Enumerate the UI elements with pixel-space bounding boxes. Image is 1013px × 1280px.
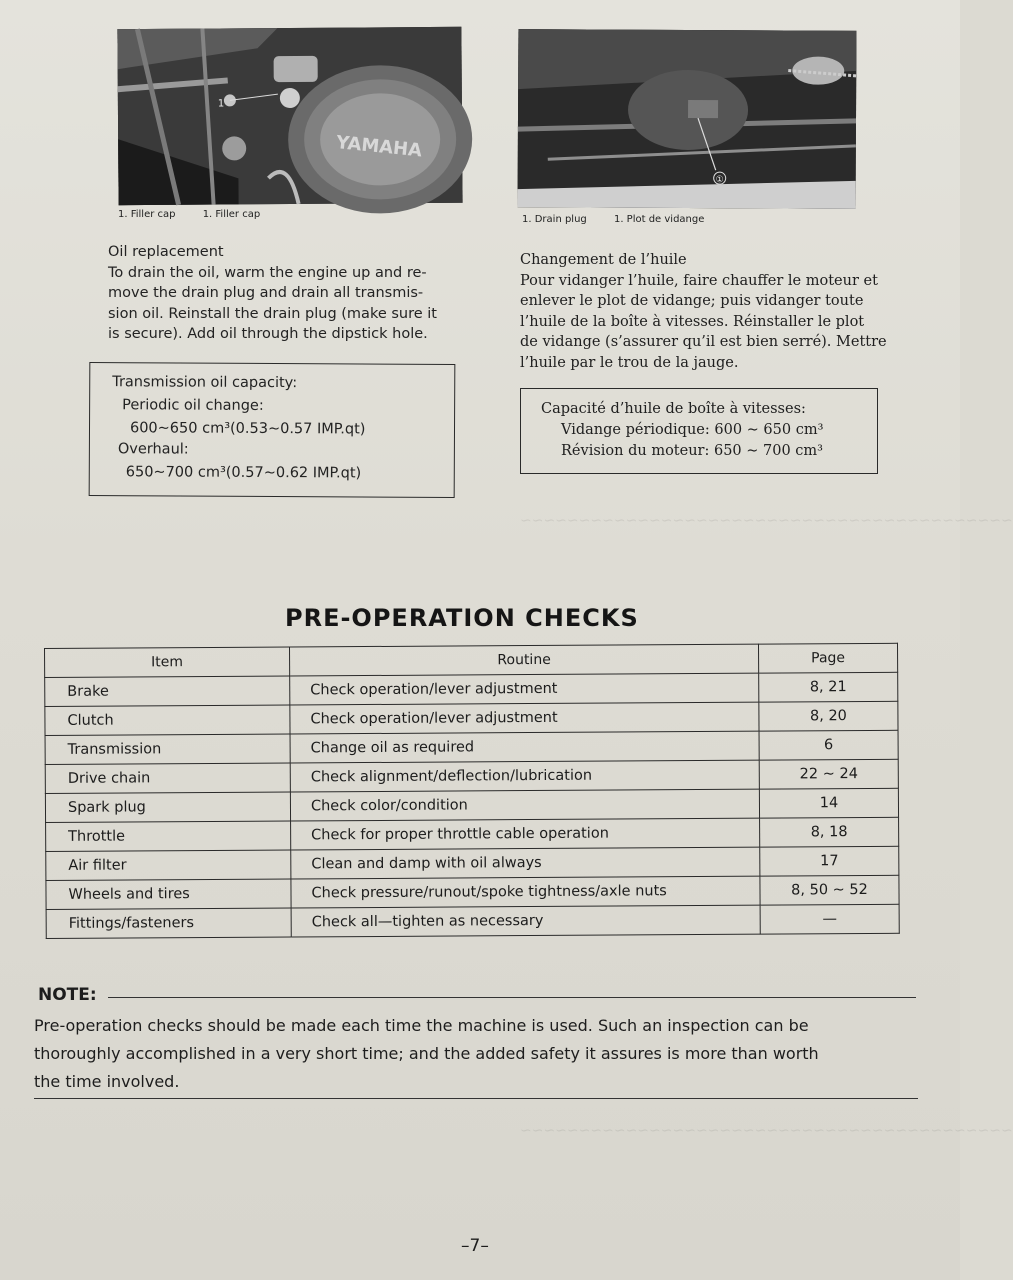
capacity-title: Transmission oil capacity: <box>112 374 298 392</box>
note-rule <box>108 997 916 998</box>
row-routine: Check color/condition <box>290 789 759 821</box>
bleed-through-decoration: ~~~~~~~~~~~~~~~~~~~~~~~~~~~~~~~~~~~~~~~~~~ <box>520 1123 1013 1139</box>
french-heading: Changement de l’huile <box>520 252 687 268</box>
row-item: Wheels and tires <box>46 879 291 909</box>
row-page: 17 <box>760 846 899 876</box>
caption-french: 1. Plot de vidange <box>613 214 705 225</box>
note-line: thoroughly accomplished in a very short time; and the added safety it assures is more than worth <box>34 1044 819 1063</box>
photo-caption-left <box>118 209 284 220</box>
row-page: 14 <box>759 788 898 818</box>
french-capacity-box <box>520 388 878 474</box>
caption-english: 1. Drain plug <box>522 214 587 225</box>
english-oil-replacement <box>108 242 468 345</box>
french-line: l’huile de la boîte à vitesses. Réinstaller le plot <box>520 313 865 330</box>
caption-french: 1. Filler cap <box>202 209 261 220</box>
row-page: — <box>760 904 899 934</box>
note-line: the time involved. <box>34 1072 180 1091</box>
capacity-title: Capacité d’huile de boîte à vitesses: <box>541 401 806 417</box>
engine-photo-illustration <box>518 29 857 209</box>
row-item: Air filter <box>46 850 291 880</box>
row-page: 8, 18 <box>760 817 899 847</box>
pre-operation-checks-table <box>44 643 900 939</box>
header-page: Page <box>758 643 897 673</box>
row-routine: Check all—tighten as necessary <box>291 905 760 937</box>
photo-callout-1: 1 <box>217 98 225 110</box>
french-oil-replacement <box>520 250 890 373</box>
engine-photo-drain-plug <box>518 29 857 209</box>
row-routine: Check operation/lever adjustment <box>290 702 759 734</box>
note-bottom-rule <box>34 1098 918 1099</box>
row-routine: Change oil as required <box>290 731 759 763</box>
table-row <box>46 904 899 938</box>
yamaha-engraving: YAMAHA <box>335 132 423 162</box>
row-page: 8, 50 ∼ 52 <box>760 875 899 905</box>
capacity-overhaul-value: Révision du moteur: 650 ∼ 700 cm³ <box>561 443 823 459</box>
english-capacity-box <box>89 362 456 498</box>
french-line: l’huile par le trou de la jauge. <box>520 354 739 371</box>
row-item: Fittings/fasteners <box>46 908 291 938</box>
row-item: Spark plug <box>45 792 290 822</box>
row-routine: Check for proper throttle cable operation <box>291 818 760 850</box>
english-line: move the drain plug and drain all transmis- <box>108 285 424 301</box>
english-line: To drain the oil, warm the engine up and re- <box>108 264 427 281</box>
header-routine: Routine <box>289 644 758 676</box>
english-heading: Oil replacement <box>108 244 224 260</box>
row-item: Transmission <box>45 734 290 764</box>
capacity-periodic-value: 600∼650 cm³(0.53∼0.57 IMP.qt) <box>129 420 366 438</box>
row-page: 22 ∼ 24 <box>759 759 898 789</box>
engine-photo-illustration <box>117 27 462 205</box>
note-text <box>34 1012 924 1096</box>
row-item: Drive chain <box>45 763 290 793</box>
row-routine: Check alignment/deflection/lubrication <box>290 760 759 792</box>
english-line: is secure). Add oil through the dipstick hole. <box>108 326 428 342</box>
header-item: Item <box>45 647 290 677</box>
french-line: enlever le plot de vidange; puis vidanger toute <box>520 293 864 309</box>
photo-callout-1: ① <box>715 175 724 186</box>
row-page: 8, 21 <box>759 672 898 702</box>
row-item: Throttle <box>46 821 291 851</box>
french-line: Pour vidanger l’huile, faire chauffer le moteur et <box>520 272 878 289</box>
row-routine: Check pressure/runout/spoke tightness/axle nuts <box>291 876 760 908</box>
caption-english: 1. Filler cap <box>118 209 176 220</box>
capacity-overhaul-value: 650∼700 cm³(0.57∼0.62 IMP.qt) <box>125 464 362 482</box>
capacity-periodic-label: Periodic oil change: <box>122 397 264 414</box>
note-label: NOTE: <box>38 985 97 1005</box>
engine-photo-filler-cap <box>117 27 462 205</box>
capacity-periodic-value: Vidange périodique: 600 ∼ 650 cm³ <box>561 422 824 438</box>
photo-caption-right <box>522 214 728 225</box>
page-number: –7– <box>461 1236 489 1256</box>
note-line: Pre-operation checks should be made each time the machine is used. Such an inspection can be <box>34 1016 809 1035</box>
row-routine: Check operation/lever adjustment <box>290 673 759 705</box>
english-line: sion oil. Reinstall the drain plug (make sure it <box>108 305 437 322</box>
capacity-overhaul-label: Overhaul: <box>117 441 189 458</box>
row-item: Brake <box>45 676 290 706</box>
french-line: de vidange (s’assurer qu’il est bien serré). Mettre <box>520 334 887 350</box>
row-page: 6 <box>759 730 898 760</box>
bleed-through-decoration: ~~~~~~~~~~~~~~~~~~~~~~~~~~~~~~~~~~~~~~~~~~ <box>520 513 1013 529</box>
row-page: 8, 20 <box>759 701 898 731</box>
row-routine: Clean and damp with oil always <box>291 847 760 879</box>
section-title: PRE-OPERATION CHECKS <box>285 604 639 632</box>
row-item: Clutch <box>45 705 290 735</box>
